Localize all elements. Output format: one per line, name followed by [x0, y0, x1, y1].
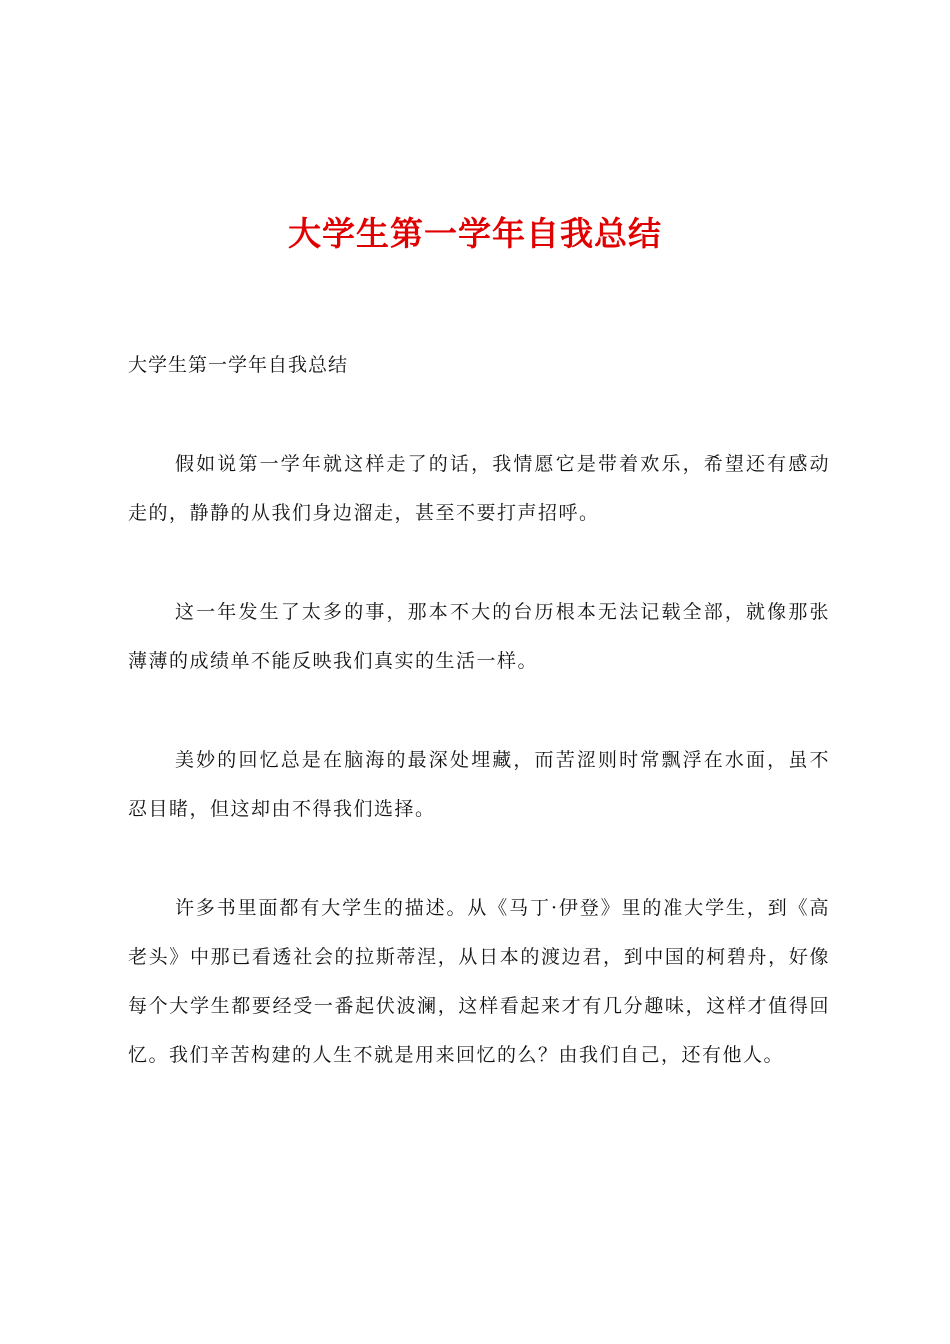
document-subtitle: 大学生第一学年自我总结: [128, 354, 349, 376]
document-title: 大学生第一学年自我总结: [288, 214, 662, 253]
paragraph-2: 这一年发生了太多的事，那本不大的台历根本无法记载全部，就像那张薄薄的成绩单不能反映我们真实的生活一样。: [128, 601, 830, 672]
paragraph-4: 许多书里面都有大学生的描述。从《马丁·伊登》里的准大学生，到《高老头》中那已看透社会的拉斯蒂涅，从日本的渡边君，到中国的柯碧舟，好像每个大学生都要经受一番起伏波澜，这样看起来才有几分趣味，这样才值得回忆。我们辛苦构建的人生不就是用来回忆的么？由我们自己，还有他人。: [128, 897, 830, 1066]
paragraph-1: 假如说第一学年就这样走了的话，我情愿它是带着欢乐，希望还有感动走的，静静的从我们身边溜走，甚至不要打声招呼。: [128, 453, 830, 524]
paragraph-3: 美妙的回忆总是在脑海的最深处埋藏，而苦涩则时常飘浮在水面，虽不忍目睹，但这却由不得我们选择。: [128, 749, 830, 820]
